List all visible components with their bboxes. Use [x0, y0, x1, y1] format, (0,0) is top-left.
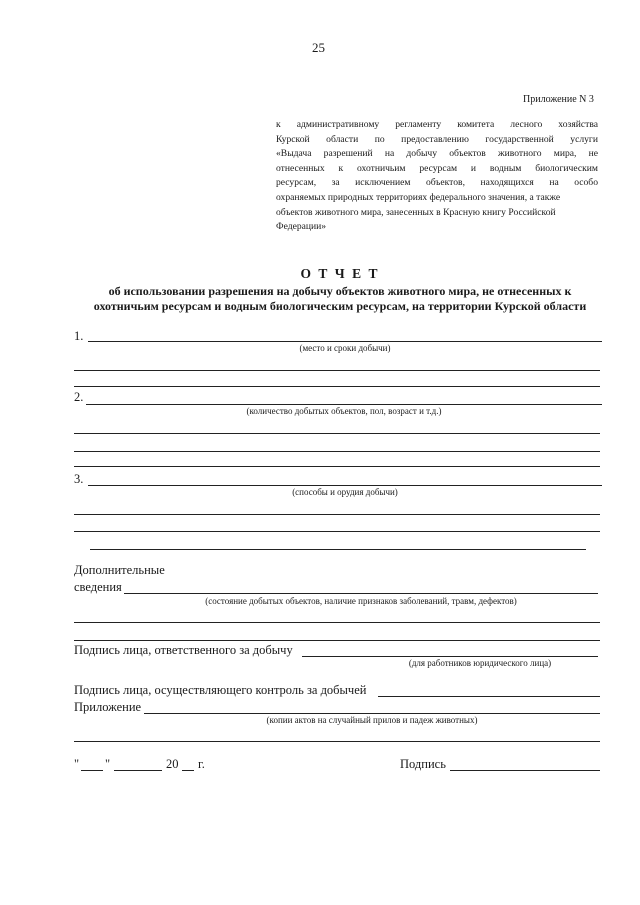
annex-label: Приложение N 3 — [523, 94, 594, 105]
item-3-extra-line[interactable] — [74, 531, 600, 532]
additional-label: Дополнительные — [74, 563, 165, 577]
item-1-extra-line[interactable] — [74, 386, 600, 387]
report-subtitle — [60, 284, 620, 314]
additional-field-line[interactable] — [124, 593, 598, 594]
date-year-prefix: 20 — [166, 757, 179, 771]
report-title: О Т Ч Е Т — [300, 266, 380, 281]
attachment-label: Приложение — [74, 700, 142, 714]
date-year-suffix: г. — [198, 757, 205, 771]
item-3-hint: (способы и орудия добычи) — [292, 487, 398, 497]
regulation-line: охраняемых природных территориях федерального значения, а также — [276, 191, 561, 203]
item-3-extra-line[interactable] — [90, 549, 586, 550]
date-quote-close: " — [105, 757, 111, 771]
regulation-line: ресурсам, за исключением объектов, находящихся на особо — [276, 177, 598, 189]
additional-extra-line[interactable] — [74, 640, 600, 641]
attachment-extra-line[interactable] — [74, 741, 600, 742]
item-2-number: 2. — [74, 390, 84, 404]
additional-extra-line[interactable] — [74, 622, 600, 623]
report-subtitle-line: охотничьим ресурсам и водным биологическим ресурсам, на территории Курской области — [93, 299, 587, 313]
date-year-line[interactable] — [182, 770, 194, 771]
regulation-reference — [276, 118, 598, 235]
item-1-extra-line[interactable] — [74, 370, 600, 371]
page-number: 25 — [312, 40, 325, 55]
item-1-field-line[interactable] — [88, 341, 602, 342]
responsible-signature-hint: (для работников юридического лица) — [408, 658, 552, 668]
regulation-line: к административному регламенту комитета лесного хозяйства — [276, 119, 598, 130]
signature-line[interactable] — [450, 770, 600, 771]
control-signature-line[interactable] — [378, 696, 600, 697]
responsible-signature-line[interactable] — [302, 656, 598, 657]
regulation-line: отнесенных к охотничьим ресурсам и водным биологическим — [276, 162, 598, 174]
date-month-line[interactable] — [114, 770, 162, 771]
date-day-line[interactable] — [81, 770, 103, 771]
attachment-hint: (копии актов на случайный прилов и падеж животных) — [266, 715, 478, 725]
additional-hint: (состояние добытых объектов, наличие признаков заболеваний, травм, дефектов) — [205, 596, 517, 606]
item-1-hint: (место и сроки добычи) — [299, 343, 391, 353]
item-2-field-line[interactable] — [86, 404, 602, 405]
date-quote-open: " — [74, 757, 80, 771]
regulation-line: объектов животного мира, занесенных в Красную книгу Российской — [276, 206, 556, 218]
item-1-number: 1. — [74, 329, 84, 343]
item-2-hint: (количество добытых объектов, пол, возраст и т.д.) — [246, 406, 442, 416]
regulation-line: Федерации» — [276, 221, 327, 233]
regulation-line: «Выдача разрешений на добычу объектов животного мира, не — [276, 148, 598, 160]
additional-label-2: сведения — [74, 580, 122, 594]
item-3-field-line[interactable] — [88, 485, 602, 486]
item-2-extra-line[interactable] — [74, 433, 600, 434]
item-3-extra-line[interactable] — [74, 514, 600, 515]
responsible-signature-label: Подпись лица, ответственного за добычу — [74, 643, 293, 657]
regulation-line: Курской области по предоставлению государственной услуги — [276, 133, 598, 145]
item-3-number: 3. — [74, 472, 84, 486]
report-subtitle-line: об использовании разрешения на добычу объектов животного мира, не отнесенных к — [108, 284, 572, 298]
control-signature-label: Подпись лица, осуществляющего контроль за добычей — [74, 683, 367, 697]
item-2-extra-line[interactable] — [74, 451, 600, 452]
signature-label: Подпись — [400, 757, 446, 771]
item-2-extra-line[interactable] — [74, 466, 600, 467]
attachment-field-line[interactable] — [144, 713, 600, 714]
